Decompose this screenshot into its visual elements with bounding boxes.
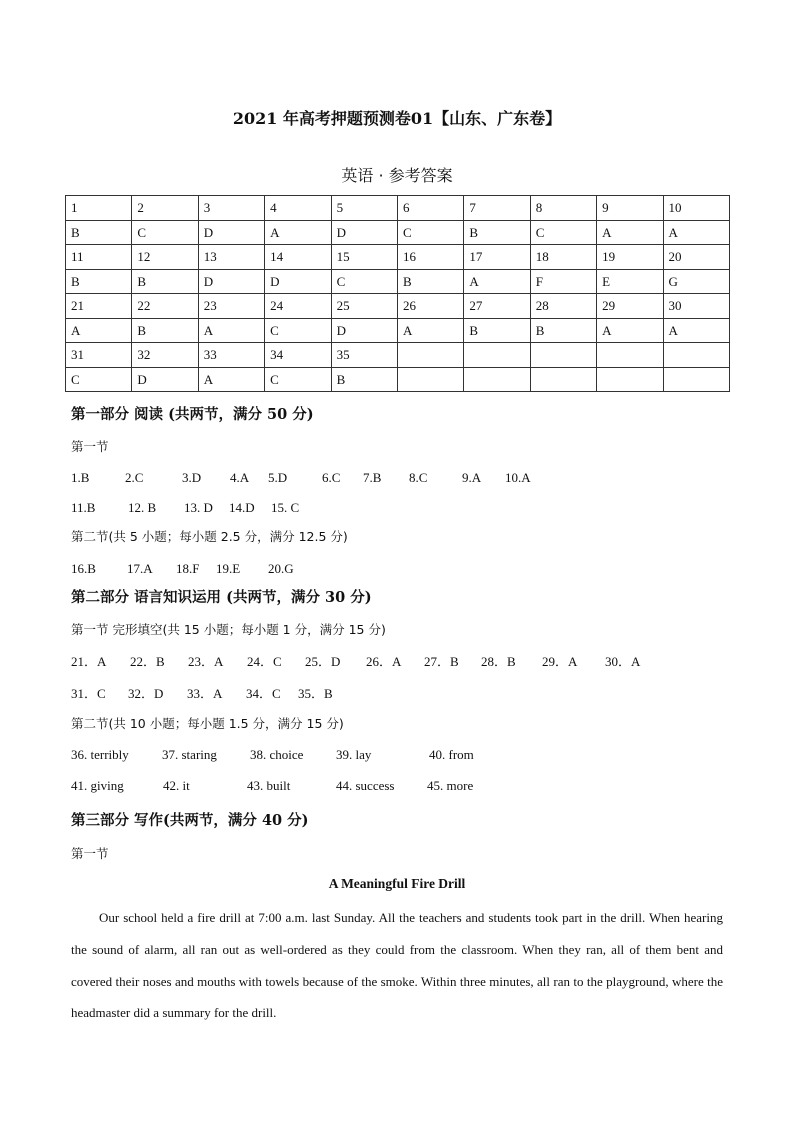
table-row <box>66 343 730 368</box>
table-cell: 28 <box>530 294 596 319</box>
table-cell: A <box>663 220 729 245</box>
table-cell: A <box>265 220 331 245</box>
table-cell: C <box>66 367 132 392</box>
answer-item: 33．A <box>187 686 223 701</box>
table-cell: B <box>331 367 397 392</box>
table-cell <box>464 343 530 368</box>
table-row <box>66 220 730 245</box>
part1-sec2-row <box>71 561 294 577</box>
table-cell: D <box>198 269 264 294</box>
table-cell: A <box>66 318 132 343</box>
table-row <box>66 269 730 294</box>
table-cell: 22 <box>132 294 198 319</box>
answer-item: 36. terribly <box>71 747 129 762</box>
part1-sec2-label: 第二节(共 5 小题；每小题 2.5 分，满分 12.5 分) <box>71 529 348 544</box>
table-cell: 6 <box>397 196 463 221</box>
table-cell: 29 <box>597 294 663 319</box>
table-cell: 2 <box>132 196 198 221</box>
table-cell: 9 <box>597 196 663 221</box>
table-cell: 33 <box>198 343 264 368</box>
table-cell: 15 <box>331 245 397 270</box>
table-cell: C <box>132 220 198 245</box>
table-cell <box>663 343 729 368</box>
part3-sec1-label: 第一节 <box>71 846 109 861</box>
table-cell: 1 <box>66 196 132 221</box>
table-cell: 34 <box>265 343 331 368</box>
table-cell: D <box>265 269 331 294</box>
part2-sec2-label: 第二节(共 10 小题；每小题 1.5 分，满分 15 分) <box>71 716 344 731</box>
part2-sec1-row2 <box>71 683 333 702</box>
table-row <box>66 318 730 343</box>
part1-heading: 第一部分 阅读 (共两节，满分 50 分) <box>71 406 314 423</box>
table-cell: 19 <box>597 245 663 270</box>
table-cell: A <box>597 220 663 245</box>
answer-item: 2.C <box>125 470 144 485</box>
table-cell: C <box>265 318 331 343</box>
answer-item: 30．A <box>605 654 641 669</box>
answer-item: 32．D <box>128 686 164 701</box>
answer-item: 16.B <box>71 561 96 576</box>
table-cell: 3 <box>198 196 264 221</box>
table-cell: C <box>331 269 397 294</box>
answer-item: 6.C <box>322 470 341 485</box>
table-cell: 31 <box>66 343 132 368</box>
essay-body: Our school held a fire drill at 7:00 a.m. last Sunday. All the teachers and students took part in the drill. When hearing the sound of alarm, all ran out as well-ordered as they could from the classroom. When they ran, all of them bent and covered their noses and mouths with towels because of the smoke. Within three minutes, all ran to the playground, where the headmaster did a summary for the drill. <box>71 910 723 1021</box>
part2-sec2-row2 <box>71 778 473 794</box>
table-cell: A <box>397 318 463 343</box>
table-cell: 4 <box>265 196 331 221</box>
table-cell: 17 <box>464 245 530 270</box>
essay-title: A Meaningful Fire Drill <box>328 876 466 891</box>
table-cell: 30 <box>663 294 729 319</box>
part1-sec1-label: 第一节 <box>71 439 109 454</box>
table-cell <box>397 367 463 392</box>
table-cell: D <box>331 318 397 343</box>
answer-item: 39. lay <box>336 747 372 762</box>
table-cell: D <box>331 220 397 245</box>
table-cell <box>597 343 663 368</box>
answer-item: 23．A <box>188 654 224 669</box>
answer-item: 5.D <box>268 470 288 485</box>
table-cell: 18 <box>530 245 596 270</box>
table-row <box>66 294 730 319</box>
answer-item: 7.B <box>363 470 382 485</box>
table-cell: 16 <box>397 245 463 270</box>
table-cell: 10 <box>663 196 729 221</box>
part1-sec1-row1 <box>71 470 531 486</box>
answer-item: 18.F <box>176 561 200 576</box>
answer-item: 31．C <box>71 686 106 701</box>
table-cell <box>530 343 596 368</box>
answer-item: 1.B <box>71 470 90 485</box>
table-cell <box>597 367 663 392</box>
answer-table <box>65 195 730 392</box>
answer-item: 40. from <box>429 747 474 762</box>
answer-item: 41. giving <box>71 778 124 793</box>
table-cell: 35 <box>331 343 397 368</box>
answer-item: 27．B <box>424 654 459 669</box>
table-cell: A <box>198 318 264 343</box>
table-cell: B <box>132 318 198 343</box>
answer-item: 9.A <box>462 470 482 485</box>
table-cell: A <box>663 318 729 343</box>
table-cell: 26 <box>397 294 463 319</box>
table-cell: 27 <box>464 294 530 319</box>
answer-item: 34．C <box>246 686 281 701</box>
answer-item: 24．C <box>247 654 282 669</box>
table-cell <box>530 367 596 392</box>
table-cell: D <box>132 367 198 392</box>
answer-item: 13. D <box>184 500 213 515</box>
table-cell: B <box>397 269 463 294</box>
answer-item: 19.E <box>216 561 241 576</box>
table-cell: C <box>530 220 596 245</box>
answer-item: 42. it <box>163 778 190 793</box>
answer-item: 45. more <box>427 778 474 793</box>
table-cell: B <box>464 318 530 343</box>
answer-item: 29．A <box>542 654 578 669</box>
table-cell: 5 <box>331 196 397 221</box>
answer-item: 11.B <box>71 500 96 515</box>
part2-sec1-row1 <box>71 651 640 670</box>
answer-item: 21．A <box>71 654 107 669</box>
table-cell: A <box>464 269 530 294</box>
table-cell: 25 <box>331 294 397 319</box>
table-cell: 7 <box>464 196 530 221</box>
table-cell: B <box>530 318 596 343</box>
answer-item: 44. success <box>336 778 395 793</box>
answer-item: 20.G <box>268 561 294 576</box>
table-cell: A <box>198 367 264 392</box>
table-cell: A <box>597 318 663 343</box>
answer-item: 12. B <box>128 500 157 515</box>
table-cell: 13 <box>198 245 264 270</box>
table-cell: C <box>397 220 463 245</box>
answer-item: 35．B <box>298 686 333 701</box>
answer-item: 17.A <box>127 561 153 576</box>
answer-item: 25．D <box>305 654 341 669</box>
table-cell: D <box>198 220 264 245</box>
table-cell <box>397 343 463 368</box>
answer-item: 3.D <box>182 470 202 485</box>
part2-sec1-label: 第一节 完形填空(共 15 小题；每小题 1 分，满分 15 分) <box>71 622 386 637</box>
table-cell: 12 <box>132 245 198 270</box>
table-row <box>66 367 730 392</box>
answer-item: 14.D <box>229 500 255 515</box>
table-cell: 24 <box>265 294 331 319</box>
table-cell: B <box>66 269 132 294</box>
part2-sec2-row1 <box>71 747 474 763</box>
table-cell: E <box>597 269 663 294</box>
table-cell: G <box>663 269 729 294</box>
answer-item: 28．B <box>481 654 516 669</box>
answer-item: 43. built <box>247 778 291 793</box>
table-cell: B <box>132 269 198 294</box>
part2-heading: 第二部分 语言知识运用 (共两节，满分 30 分) <box>71 589 372 606</box>
table-cell: F <box>530 269 596 294</box>
table-cell: B <box>66 220 132 245</box>
table-cell <box>464 367 530 392</box>
answer-item: 15. C <box>271 500 300 515</box>
table-cell: 11 <box>66 245 132 270</box>
part1-sec1-row2 <box>71 500 299 516</box>
table-cell: C <box>265 367 331 392</box>
table-cell: 21 <box>66 294 132 319</box>
answer-item: 37. staring <box>162 747 217 762</box>
page-title: 2021 年高考押题预测卷01【山东、广东卷】 <box>232 109 562 128</box>
table-row <box>66 196 730 221</box>
table-cell <box>663 367 729 392</box>
answer-item: 26．A <box>366 654 402 669</box>
answer-item: 4.A <box>230 470 250 485</box>
page-subtitle: 英语 · 参考答案 <box>341 166 453 185</box>
answer-item: 38. choice <box>250 747 304 762</box>
table-cell: 8 <box>530 196 596 221</box>
table-cell: 23 <box>198 294 264 319</box>
answer-item: 10.A <box>505 470 531 485</box>
table-cell: 32 <box>132 343 198 368</box>
part3-heading: 第三部分 写作(共两节，满分 40 分) <box>71 812 309 829</box>
table-cell: B <box>464 220 530 245</box>
table-cell: 20 <box>663 245 729 270</box>
table-row <box>66 245 730 270</box>
table-cell: 14 <box>265 245 331 270</box>
answer-item: 22．B <box>130 654 165 669</box>
answer-item: 8.C <box>409 470 428 485</box>
